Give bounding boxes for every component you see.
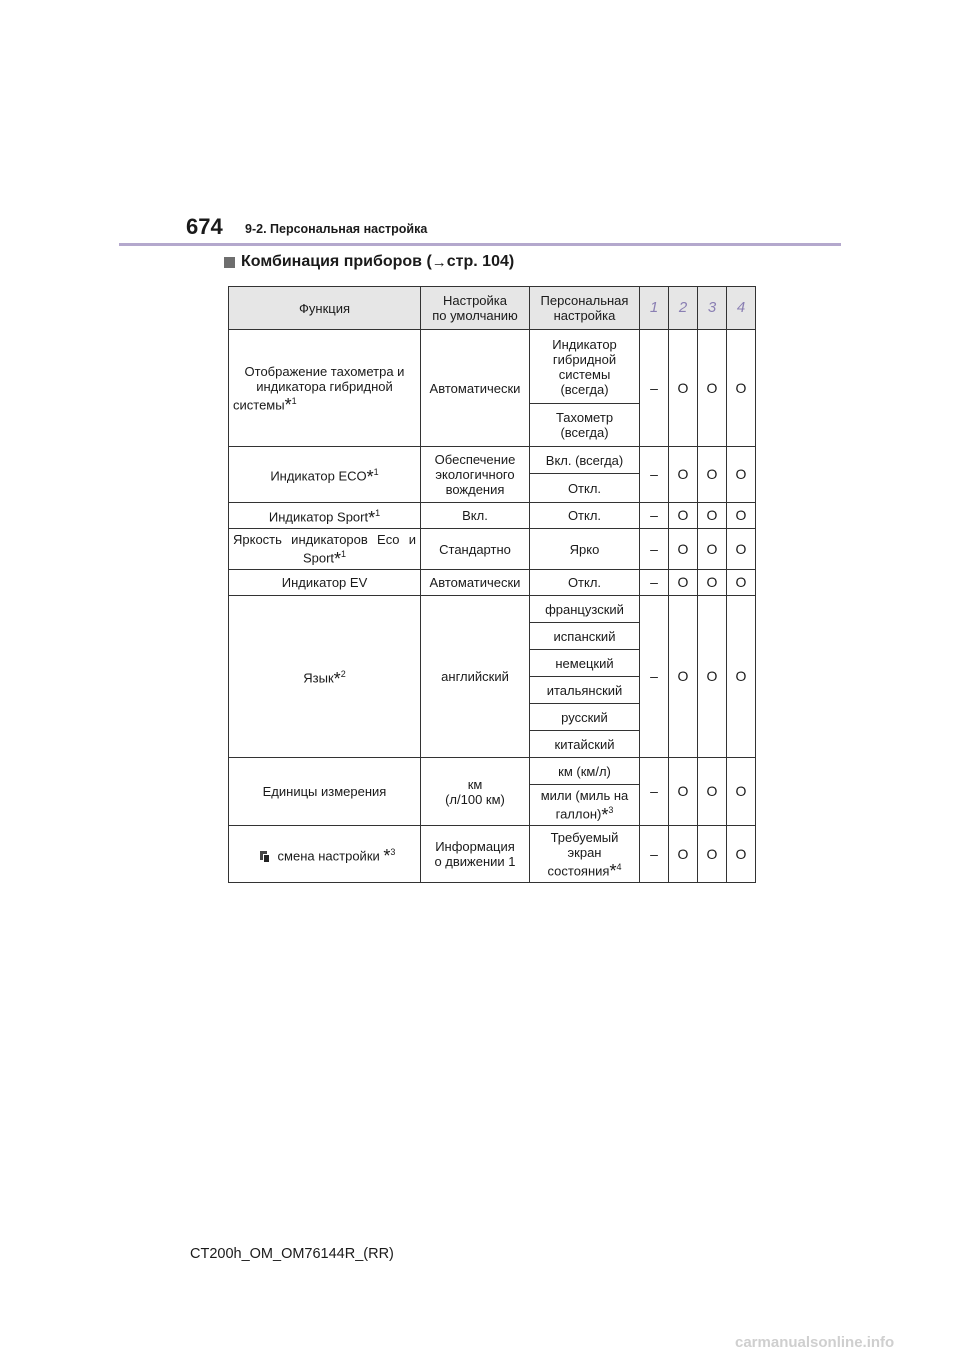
function-cell: смена настройки *$^3$ [229,826,421,883]
setting-1: – [640,826,669,883]
setting-4: O [727,596,756,758]
table-row [229,758,756,785]
section-title: 9-2. Персональная настройка [245,222,428,236]
setting-4: O [727,447,756,503]
setting-3: O [698,503,727,529]
table-row [229,529,756,570]
setting-1: – [640,529,669,570]
custom-option: Откл. [530,570,640,596]
setting-3: O [698,596,727,758]
setting-3: O [698,826,727,883]
function-cell: Язык*$^2$ [229,596,421,758]
setting-1: – [640,758,669,826]
default-cell: Автоматически [421,330,530,447]
table-row [229,570,756,596]
setting-2: O [669,570,698,596]
setting-1: – [640,503,669,529]
custom-option: русский [530,704,640,731]
table-row [229,503,756,529]
settings-table [228,286,756,883]
heading-text: Комбинация приборов ( [241,253,432,270]
function-cell: Индикатор Sport*$^1$ [229,503,421,529]
setting-2: O [669,330,698,447]
heading-ref: стр. 104) [446,253,515,270]
default-cell: Стандартно [421,529,530,570]
col-function: Функция [229,287,421,330]
function-cell: Яркость индикаторов Eco и Sport*$^1$ [229,529,421,570]
setting-1: – [640,330,669,447]
watermark: carmanualsonline.info [735,1334,895,1351]
display-change-icon [260,851,270,863]
default-cell: Автоматически [421,570,530,596]
custom-option: Тахометр (всегда) [530,404,640,447]
default-cell: Вкл. [421,503,530,529]
function-cell: Отображение тахометра и индикатора гибридной системы*$^1$ [229,330,421,447]
setting-2: O [669,447,698,503]
setting-3: O [698,570,727,596]
col-num-2: 2 [669,287,698,330]
header-rule [119,243,841,246]
custom-option: китайский [530,731,640,758]
col-num-3: 3 [698,287,727,330]
setting-4: O [727,570,756,596]
custom-option: Индикатор гибридной системы (всегда) [530,330,640,404]
table-heading [224,253,514,271]
setting-3: O [698,330,727,447]
square-bullet-icon [224,257,235,268]
function-cell: Единицы измерения [229,758,421,826]
setting-4: O [727,330,756,447]
setting-2: O [669,826,698,883]
setting-2: O [669,596,698,758]
custom-option: Откл. [530,503,640,529]
default-cell: км (л/100 км) [421,758,530,826]
setting-1: – [640,596,669,758]
custom-option: мили (миль на галлон)*$^3$ [530,785,640,826]
default-cell: Обеспечение экологичного вождения [421,447,530,503]
setting-2: O [669,758,698,826]
custom-option: км (км/л) [530,758,640,785]
setting-3: O [698,447,727,503]
custom-option: немецкий [530,650,640,677]
header-row [229,287,756,330]
setting-4: O [727,529,756,570]
col-default: Настройка по умолчанию [421,287,530,330]
setting-2: O [669,529,698,570]
custom-option: Требуемый экран состояния*$^4$ [530,826,640,883]
arrow-icon: → [431,253,447,271]
setting-4: O [727,826,756,883]
document-code: CT200h_OM_OM76144R_(RR) [190,1246,394,1262]
custom-option: итальянский [530,677,640,704]
table-row [229,330,756,404]
table-row [229,596,756,623]
function-cell: Индикатор ECO*$^1$ [229,447,421,503]
setting-2: O [669,503,698,529]
custom-option: Вкл. (всегда) [530,447,640,474]
custom-option: Откл. [530,474,640,503]
table-row [229,826,756,883]
setting-4: O [727,758,756,826]
setting-3: O [698,758,727,826]
function-cell: Индикатор EV [229,570,421,596]
default-cell: английский [421,596,530,758]
col-num-4: 4 [727,287,756,330]
table-row [229,447,756,474]
setting-3: O [698,529,727,570]
custom-option: Ярко [530,529,640,570]
setting-1: – [640,447,669,503]
custom-option: испанский [530,623,640,650]
default-cell: Информация о движении 1 [421,826,530,883]
col-custom: Персональная настройка [530,287,640,330]
custom-option: французский [530,596,640,623]
page-number: 674 [186,214,223,239]
setting-1: – [640,570,669,596]
setting-4: O [727,503,756,529]
col-num-1: 1 [640,287,669,330]
